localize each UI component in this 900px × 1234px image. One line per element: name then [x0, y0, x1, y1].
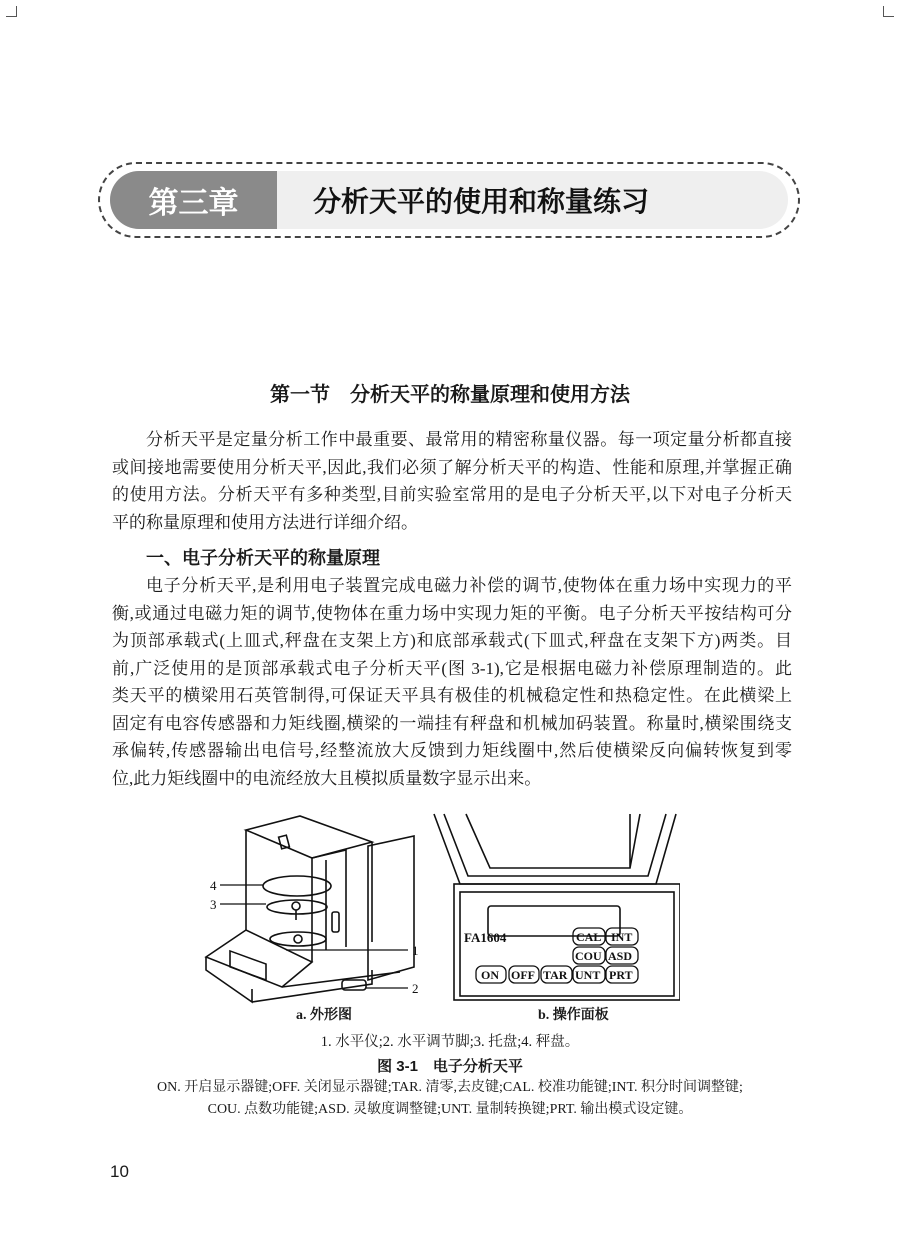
- text-line: 固定有电容传感器和力矩线圈,横梁的一端挂有秤盘和机械加码装置。称量时,横梁围绕支: [112, 713, 792, 733]
- button-prt: PRT: [609, 968, 633, 982]
- weighing-pan: [263, 876, 331, 896]
- keys-legend-line-1: ON. 开启显示器键;OFF. 关闭显示器键;TAR. 清零,去皮键;CAL. 校准功能键;INT. 积分时间调整键;: [157, 1080, 743, 1095]
- button-off: OFF: [511, 968, 535, 982]
- text-line: 类天平的横梁用石英管制得,可保证天平具有极佳的机械稳定性和热稳定性。在此横梁上: [112, 686, 792, 705]
- text-line: 或间接地需要使用分析天平,因此,我们必须了解分析天平的构造、性能和原理,并掌握正确: [112, 457, 792, 477]
- operation-panel-drawing: [430, 812, 680, 1004]
- section-title: 第一节 分析天平的称量原理和使用方法: [270, 384, 630, 406]
- model-label: FA1604: [464, 930, 507, 945]
- chapter-banner: [98, 162, 800, 238]
- button-on: ON: [481, 968, 499, 982]
- callout-1: 1: [412, 943, 419, 958]
- chapter-number: 第三章: [110, 171, 277, 229]
- button-unt: UNT: [575, 968, 601, 982]
- callout-4: 4: [210, 878, 217, 893]
- button-tar: TAR: [543, 968, 568, 982]
- button-int: INT: [611, 930, 633, 944]
- text-line: 承偏转,传感器输出电信号,经整流放大反馈到力矩线圈中,然后使横梁反向偏转恢复到零: [112, 741, 792, 760]
- page-number: 10: [110, 1162, 129, 1181]
- figure-title: 图 3-1 电子分析天平: [377, 1058, 523, 1075]
- text-line: 衡,或通过电磁力矩的调节,使物体在重力场中实现力矩的平衡。电子分析天平按结构可分: [112, 603, 792, 623]
- text-line: 前,广泛使用的是顶部承载式电子分析天平(图 3-1),它是根据电磁力补偿原理制造的。此: [112, 658, 792, 678]
- figure-label-b: b. 操作面板: [538, 1008, 609, 1023]
- text-line: 为顶部承载式(上皿式,秤盘在支架上方)和底部承载式(下皿式,秤盘在支架下方)两类。目: [112, 631, 792, 650]
- callout-2: 2: [412, 981, 419, 996]
- balance-exterior-drawing: [200, 812, 430, 1007]
- text-line: 分析天平是定量分析工作中最重要、最常用的精密称量仪器。每一项定量分析都直接: [146, 430, 792, 449]
- text-line: 的使用方法。分析天平有多种类型,目前实验室常用的是电子分析天平,以下对电子分析天: [112, 485, 792, 504]
- principle-paragraph: [112, 572, 792, 792]
- callout-3: 3: [210, 897, 217, 912]
- parts-legend: 1. 水平仪;2. 水平调节脚;3. 托盘;4. 秤盘。: [320, 1034, 580, 1050]
- text-line: 位,此力矩线圈中的电流经放大且模拟质量数字显示出来。: [112, 768, 542, 788]
- keys-legend-line-2: COU. 点数功能键;ASD. 灵敏度调整键;UNT. 量制转换键;PRT. 输出模式设定键。: [207, 1102, 693, 1117]
- button-asd: ASD: [608, 949, 633, 963]
- button-cou: COU: [575, 949, 602, 963]
- intro-paragraph: [112, 426, 792, 536]
- crop-mark: [6, 6, 17, 17]
- figure-label-a: a. 外形图: [296, 1008, 352, 1023]
- text-line: 平的称量原理和使用方法进行详细介绍。: [112, 512, 418, 532]
- text-line: 电子分析天平,是利用电子装置完成电磁力补偿的调节,使物体在重力场中实现力的平: [146, 576, 792, 595]
- subheading: 一、电子分析天平的称量原理: [146, 548, 380, 568]
- chapter-title: 分析天平的使用和称量练习: [313, 186, 650, 217]
- button-cal: CAL: [576, 930, 602, 944]
- crop-mark: [883, 6, 894, 17]
